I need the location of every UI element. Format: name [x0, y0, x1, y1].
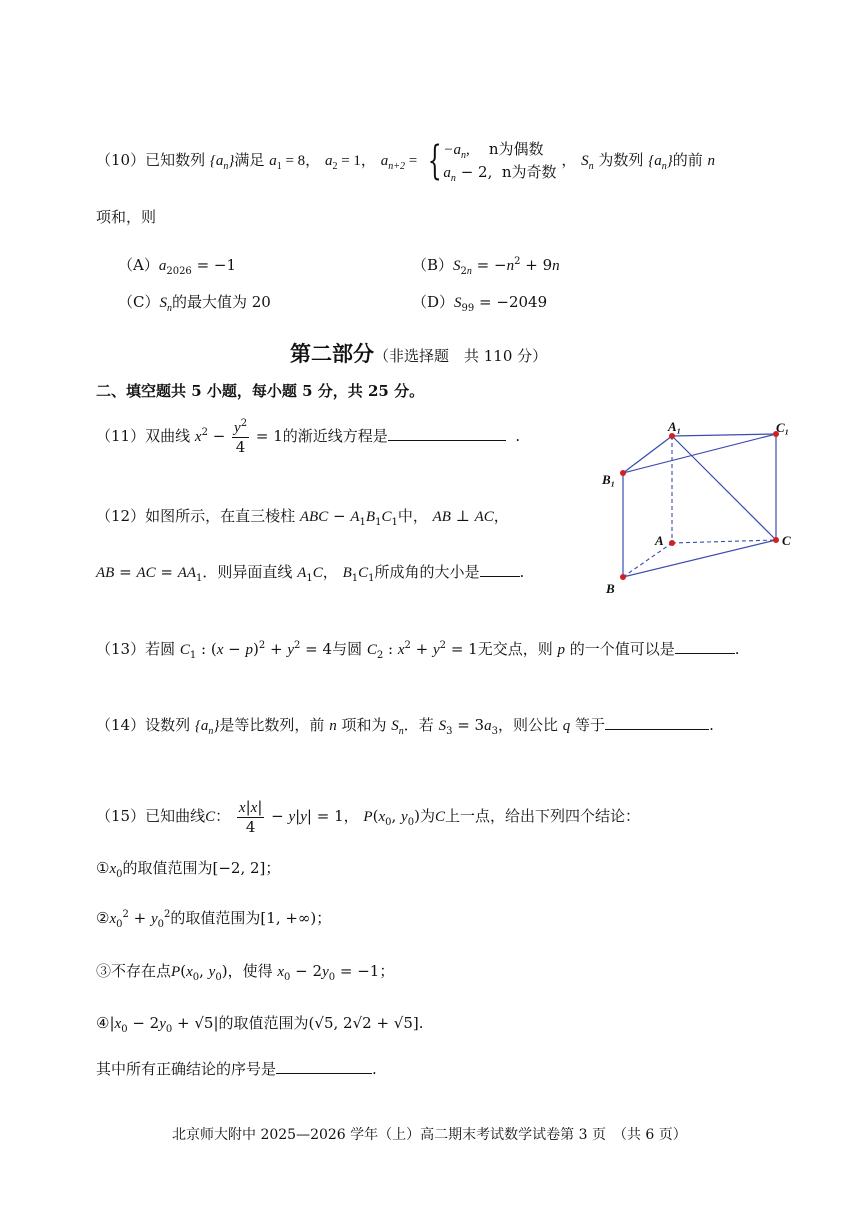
- q15-conclusion-1: $①x_0$的取值范围为[−2, 2]；: [96, 859, 281, 880]
- label-b: B: [606, 581, 615, 596]
- q15-conclusion-3: ③不存在点$P(x_0$, $y_0$)，使得 $x_0 - 2y_0 = -1$；: [96, 962, 395, 983]
- q10-line2: 项和，则: [96, 208, 157, 226]
- q12-line1: （12）如图所示，在直三棱柱 ABC − $A_1B_1C_1$中， AB ⊥ AC，: [96, 507, 509, 528]
- q10-option-b: $(B)S_{2n} = -n^2 + 9n$: [412, 256, 560, 277]
- q14: （14）设数列 $\{a_n\}$是等比数列，前 n 项和为 $S_n$．若 $S_3 = 3a_3$，则公比 q 等于 .: [96, 716, 714, 737]
- q13: （13）若圆 $C_1$ : $(x - p)^2 + y^2 = 4$与圆 $C_2$ : $x^2 + y^2 = 1$无交点，则 p 的一个值可以是 .: [96, 640, 740, 661]
- section2-heading: 二、填空题共 5 小题，每小题 5 分，共 25 分。: [96, 382, 425, 400]
- q10-option-a: $(A)a_{2026} = -1$: [118, 256, 237, 277]
- q14-answer-blank[interactable]: [605, 715, 709, 730]
- vertex-b1: [620, 470, 626, 476]
- vertex-c: [773, 537, 779, 543]
- q10-option-d: $(D)S_{99} = -2049$: [412, 293, 548, 314]
- q12-line2: AB = AC = $AA_1$．则异面直线 $A_1C$， $B_1C_1$所成角的大小是 .: [96, 563, 525, 584]
- q11: （11）双曲线 $x^2$ − $\frac{y^2}{4}$ = 1的渐近线方程是 .: [96, 418, 521, 456]
- q15-conclusion-2: $②x_0^2 + y_0^2$的取值范围为[1, +∞)；: [96, 909, 332, 930]
- page-footer: 北京师大附中 2025—2026 学年（上）高二期末考试数学试卷第 3 页 （共 6 页）: [172, 1127, 687, 1143]
- q15-answer-blank[interactable]: [276, 1059, 372, 1074]
- q11-answer-blank[interactable]: [388, 426, 506, 441]
- label-c: C: [782, 533, 791, 548]
- q15-stem: （15）已知曲线C： $\frac{x|x|}{4}$ − y|y| = 1， $P(x_0$, $y_0$)为C上一点，给出下列四个结论：: [96, 798, 640, 836]
- vertex-a: [669, 540, 675, 546]
- label-a1: A₁: [668, 419, 682, 434]
- q10-option-c: $(C)S_n$的最大值为 20: [118, 293, 271, 314]
- label-a: A: [655, 533, 664, 548]
- part2-title: 第二部分（非选择题 共 110 分）: [290, 341, 548, 366]
- label-c1: C₁: [776, 420, 790, 435]
- vertex-b: [620, 574, 626, 580]
- prism-figure: [596, 418, 806, 598]
- q15-ask: 其中所有正确结论的序号是 .: [96, 1060, 377, 1078]
- q13-answer-blank[interactable]: [675, 639, 735, 654]
- q10-line1: （10）已知数列 $\{a_n\}$满足 $a_1 = 8$， $a_2 = 1$， $a_{n+2}$ = { $-a_n$, n为偶数 $a_n - 2$, n为奇数 ， $S_n$ 为数列 $\{a_n\}$的前 n: [96, 138, 715, 184]
- q15-conclusion-4: $④|x_0 - 2y_0 + √5|$的取值范围为(√5, 2√2 + √5].: [96, 1014, 424, 1035]
- piecewise-cases: { $-a_n$, n为偶数 $a_n - 2$, n为奇数: [427, 138, 557, 184]
- q12-answer-blank[interactable]: [480, 562, 520, 577]
- label-b1: B₁: [602, 472, 616, 487]
